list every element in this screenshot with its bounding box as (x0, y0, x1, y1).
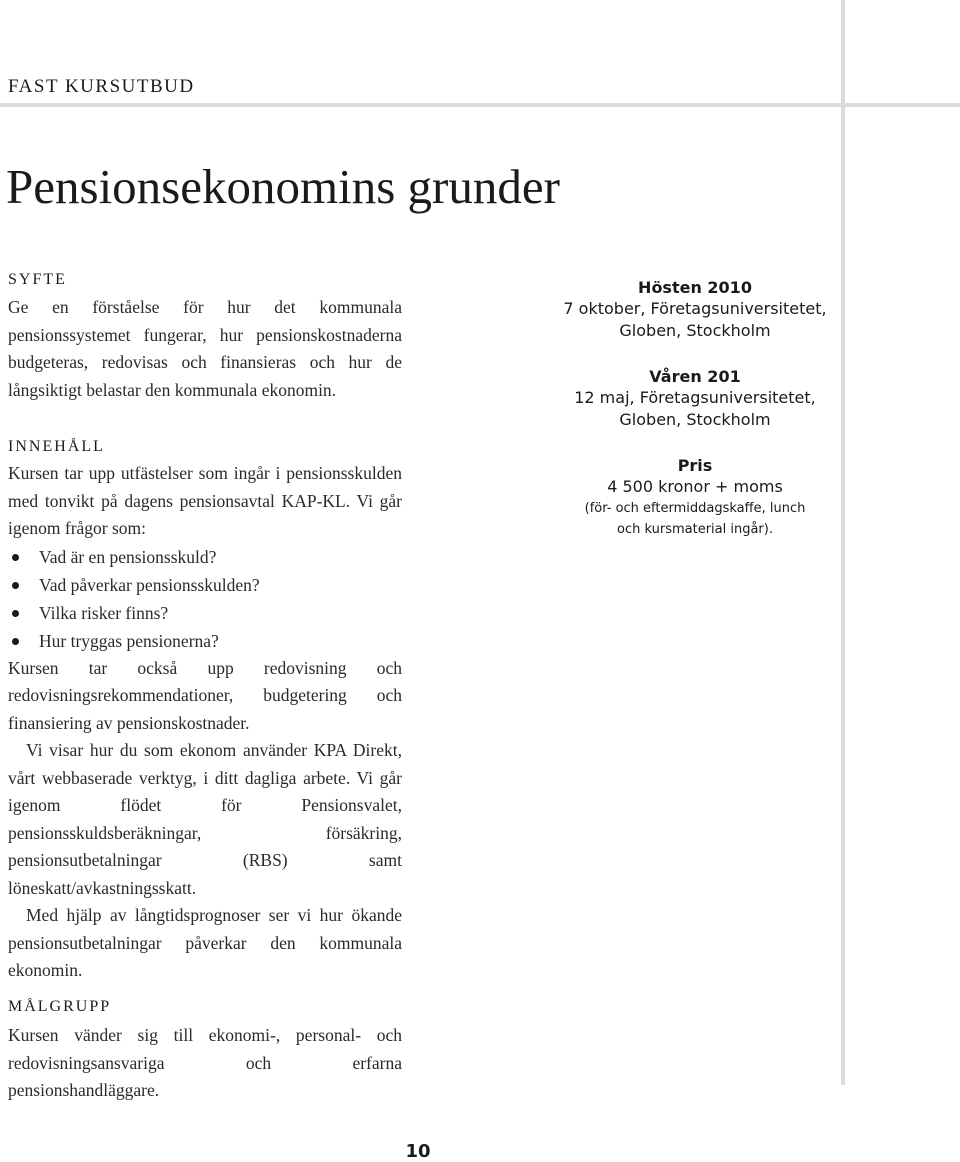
innehall-heading: INNEHÅLL (8, 438, 105, 455)
course-info (545, 277, 845, 540)
list-item (8, 599, 402, 627)
page-title: Pensionsekonomins grunder (6, 159, 560, 214)
price-amount: 4 500 kronor + moms (607, 477, 783, 496)
bullet-icon (12, 610, 19, 617)
syfte-text: Ge en förståelse för hur det kommunala pensionssystemet fungerar, hur pensionskostnaderna budgeteras, redovisas och finansieras och hur de långsiktigt belastar den kommunala ekonomin. (8, 297, 402, 400)
malgrupp-heading: MÅLGRUPP (8, 998, 112, 1015)
list-item-text: Vilka risker finns? (39, 602, 169, 623)
spring-date-title: Våren 201 (649, 367, 741, 386)
innehall-paragraph-2: Kursen tar också upp redovisning och redovisningsrekommendationer, budgetering och finansiering av pensionskostnader. (8, 657, 402, 733)
syfte-heading: SYFTE (8, 271, 67, 288)
vertical-rule (841, 0, 845, 1085)
autumn-date-title: Hösten 2010 (638, 278, 752, 297)
price-note-line-2: och kursmaterial ingår). (617, 522, 773, 537)
bullet-icon (12, 554, 19, 561)
list-item (8, 571, 402, 599)
list-item-text: Vad påverkar pensionsskulden? (39, 574, 260, 595)
syfte-section (8, 270, 402, 404)
question-list (8, 543, 402, 655)
malgrupp-text: Kursen vänder sig till ekonomi-, personal- och redovisningsansvariga och erfarna pensionshandläggare. (8, 1025, 402, 1100)
autumn-date-line: 7 oktober, Företagsuniversitetet, (563, 299, 827, 318)
price-note-line-1: (för- och eftermiddagskaffe, lunch (584, 501, 806, 516)
innehall-paragraph-3: Vi visar hur du som ekonom använder KPA Direkt, vårt webbaserade verktyg, i ditt dagliga arbete. Vi går igenom flödet för Pensionsvalet, pensionsskuldsberäkningar, försäkring, pensionsutbetalningar (RBS) samt löneskatt/avkastningsskatt. (8, 740, 402, 898)
section-tag: FAST KURSUTBUD (8, 76, 195, 97)
bullet-icon (12, 638, 19, 645)
innehall-intro: Kursen tar upp utfästelser som ingår i pensionsskulden med tonvikt på dagens pensionsavtal KAP-KL. Vi går igenom frågor som: (8, 463, 402, 538)
horizontal-rule (0, 103, 960, 107)
bullet-icon (12, 582, 19, 589)
innehall-section (8, 437, 402, 985)
malgrupp-section (8, 997, 402, 1105)
spring-date-line: 12 maj, Företagsuniversitetet, (574, 388, 816, 407)
autumn-location-line: Globen, Stockholm (619, 321, 771, 340)
spring-location-line: Globen, Stockholm (619, 410, 771, 429)
page-number: 10 (405, 1141, 431, 1162)
innehall-paragraph-4: Med hjälp av långtidsprognoser ser vi hur ökande pensionsutbetalningar påverkar den kommunala ekonomin. (8, 905, 402, 980)
list-item-text: Hur tryggas pensionerna? (39, 630, 219, 651)
list-item (8, 627, 402, 655)
price-title: Pris (677, 456, 713, 475)
list-item (8, 543, 402, 571)
list-item-text: Vad är en pensionsskuld? (39, 546, 217, 567)
